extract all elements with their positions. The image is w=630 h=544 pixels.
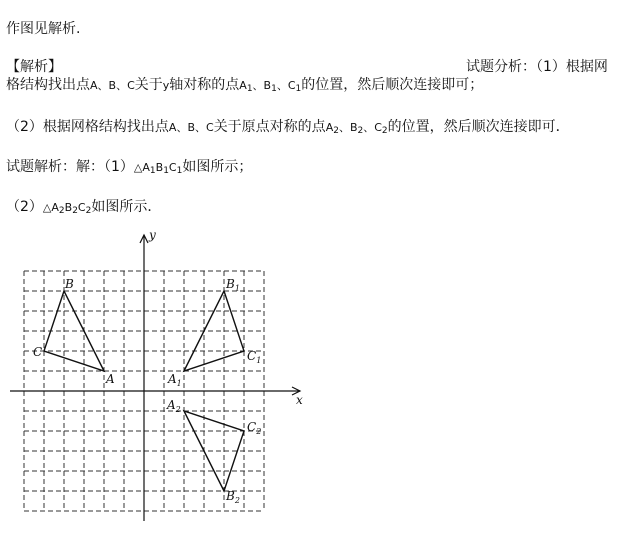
analysis-step1-cont: 格结构找出点A、B、C关于y轴对称的点$A_1$、$B_1$、$C_1$的位置，然后顺次连接即可；	[6, 77, 484, 94]
x-axis-label: x	[296, 393, 303, 407]
label-a: A	[106, 372, 115, 386]
label-a1-subscript: 1	[176, 379, 182, 388]
axes	[10, 235, 300, 521]
label-b1-subscript: 1	[234, 284, 240, 293]
analysis-section-label: 试题分析：（1）根据网	[466, 59, 608, 75]
label-c2-subscript: 2	[256, 427, 262, 436]
label-b1: $B_1$	[226, 277, 240, 293]
label-b: B	[65, 277, 74, 291]
answer-line: 作图见解析.	[6, 21, 81, 37]
label-b2-subscript: 2	[234, 496, 240, 505]
label-a2: $A_2$	[167, 398, 181, 414]
solution-line-1: 试题解析：解：$(1)\triangle A_1B_1C_1$如图所示；	[6, 159, 253, 176]
label-c: C	[33, 345, 43, 359]
coordinate-figure	[0, 230, 320, 530]
label-a2-subscript: 2	[175, 405, 181, 414]
solution-line-2: $(2)\triangle A_2B_2C_2$如图所示．	[6, 199, 162, 216]
label-c2: $C_2$	[247, 420, 262, 436]
label-c1: $C_1$	[247, 349, 262, 365]
label-a1: $A_1$	[168, 372, 182, 388]
label-c1-subscript: 1	[256, 356, 262, 365]
analysis-step2: （2）根据网格结构找出点A、B、C关于原点对称的点$A_2$、$B_2$、$C_2$的位置，然后顺次连接即可．	[6, 119, 570, 136]
label-b2: $B_2$	[226, 489, 240, 505]
analysis-heading: 【解析】	[6, 59, 62, 75]
y-axis-label: y	[149, 230, 156, 242]
